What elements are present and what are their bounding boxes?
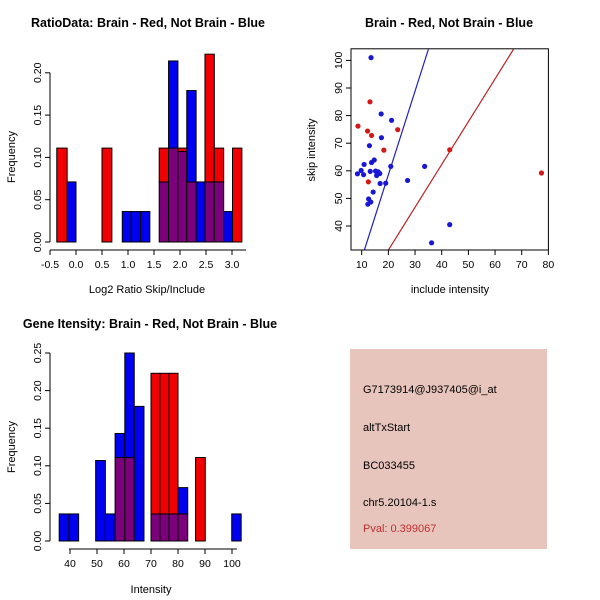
hist-bar-segment-blue bbox=[140, 212, 149, 242]
hist-bar-segment-purple bbox=[151, 514, 160, 541]
y-tick-label: 0.00 bbox=[32, 231, 44, 253]
x-tick-label: 100 bbox=[223, 558, 241, 570]
hist-bar-segment-blue bbox=[69, 514, 79, 541]
x-tick-label: 1.0 bbox=[120, 259, 136, 271]
scatter-point bbox=[381, 148, 386, 153]
x-tick-label: 60 bbox=[489, 259, 501, 271]
scatter-point bbox=[395, 127, 400, 132]
hist-bar-segment-blue bbox=[105, 514, 115, 541]
y-tick-label: 60 bbox=[333, 164, 345, 177]
scatter-point bbox=[365, 202, 370, 207]
y-tick-label: 0.05 bbox=[32, 189, 44, 210]
hist-bar-segment-purple bbox=[115, 458, 125, 541]
gene-histogram-panel bbox=[0, 300, 300, 600]
y-tick-label: 50 bbox=[333, 192, 345, 205]
ratio-histogram-panel bbox=[0, 0, 300, 300]
scatter-point bbox=[362, 162, 367, 167]
hist-bar-segment-blue bbox=[96, 461, 106, 541]
x-tick-label: 10 bbox=[355, 259, 368, 271]
scatter-point bbox=[388, 164, 393, 169]
hist-bar-segment-red bbox=[196, 458, 206, 541]
y-tick-label: 0.15 bbox=[32, 104, 44, 126]
hist-bar-segment-red bbox=[169, 373, 178, 514]
hist-bar-segment-blue bbox=[131, 212, 140, 242]
x-tick-label: 90 bbox=[199, 558, 211, 570]
y-tick-label: 90 bbox=[333, 82, 345, 94]
scatter-point bbox=[447, 147, 452, 152]
scatter-point bbox=[368, 55, 373, 60]
y-tick-label: 100 bbox=[333, 51, 345, 70]
y-axis-label: skip intensity bbox=[306, 118, 318, 182]
x-tick-label: 2.5 bbox=[198, 259, 214, 271]
hist-bar-segment-purple bbox=[125, 458, 134, 541]
hist-bar-segment-blue bbox=[122, 212, 131, 242]
hist-bar-segment-purple bbox=[159, 182, 168, 242]
hist-bar-segment-purple bbox=[169, 514, 178, 541]
x-tick-label: 30 bbox=[409, 259, 421, 271]
fit-line bbox=[364, 49, 428, 250]
scatter-point bbox=[366, 179, 371, 184]
y-tick-label: 0.25 bbox=[32, 342, 44, 364]
hist-bar-segment-purple bbox=[205, 182, 214, 242]
scatter-point bbox=[539, 170, 544, 175]
scatter-point bbox=[383, 181, 388, 186]
info-probe-id: G7173914@J937405@i_at bbox=[363, 384, 497, 396]
scatter-point bbox=[361, 172, 366, 177]
info-event-type: altTxStart bbox=[363, 422, 411, 434]
chart-title: Brain - Red, Not Brain - Blue bbox=[364, 16, 534, 30]
x-tick-label: 20 bbox=[382, 259, 395, 271]
hist-bar-segment-red bbox=[205, 54, 214, 182]
hist-bar-segment-blue bbox=[59, 514, 69, 541]
hist-bar-segment-red bbox=[214, 148, 223, 182]
scatter-point bbox=[367, 143, 372, 148]
x-tick-label: 0.0 bbox=[68, 259, 84, 271]
scatter-point bbox=[379, 111, 384, 116]
hist-bar-segment-red bbox=[151, 373, 160, 514]
y-tick-label: 0.00 bbox=[32, 530, 44, 552]
scatter-point bbox=[355, 171, 360, 176]
y-tick-label: 0.15 bbox=[32, 417, 44, 439]
x-tick-label: 40 bbox=[435, 259, 448, 271]
scatter-panel bbox=[300, 0, 600, 300]
hist-bar-segment-purple bbox=[160, 514, 169, 541]
x-tick-label: -0.5 bbox=[40, 259, 60, 271]
x-axis-label: include intensity bbox=[410, 284, 490, 296]
x-tick-label: 70 bbox=[145, 558, 157, 570]
hist-bar-segment-blue bbox=[125, 353, 134, 458]
chart-title: RatioData: Brain - Red, Not Brain - Blue bbox=[30, 16, 266, 30]
x-tick-label: 0.5 bbox=[94, 259, 110, 271]
hist-bar-segment-red bbox=[159, 148, 168, 182]
hist-bar-segment-blue bbox=[134, 406, 144, 541]
scatter-point bbox=[379, 135, 384, 140]
scatter-point bbox=[371, 189, 376, 194]
x-tick-label: 50 bbox=[91, 558, 103, 570]
hist-bar-segment-red bbox=[57, 148, 67, 242]
hist-bar-segment-blue bbox=[224, 212, 233, 242]
hist-bar-segment-purple bbox=[169, 148, 178, 242]
info-accession: BC033455 bbox=[363, 460, 415, 472]
scatter-point bbox=[368, 169, 373, 174]
hist-bar-segment-blue bbox=[67, 182, 76, 242]
scatter-point bbox=[429, 240, 434, 245]
y-tick-label: 0.10 bbox=[32, 455, 44, 477]
x-tick-label: 60 bbox=[118, 558, 130, 570]
x-tick-label: 3.0 bbox=[224, 259, 240, 271]
y-axis-label: Frequency bbox=[6, 131, 18, 183]
y-axis-label: Frequency bbox=[6, 421, 18, 473]
plot-area bbox=[32, 54, 246, 271]
hist-bar-segment-blue bbox=[232, 514, 241, 541]
hist-bar-segment-blue bbox=[187, 91, 196, 182]
y-tick-label: 0.05 bbox=[32, 493, 44, 514]
hist-bar-segment-blue bbox=[196, 182, 205, 242]
x-tick-label: 2.0 bbox=[172, 259, 188, 271]
info-panel bbox=[300, 300, 600, 600]
hist-bar-segment-red bbox=[233, 148, 242, 242]
hist-bar-segment-red bbox=[178, 148, 187, 151]
scatter-point bbox=[422, 164, 427, 169]
y-tick-label: 70 bbox=[333, 137, 345, 150]
scatter-point bbox=[378, 181, 383, 186]
scatter-point bbox=[355, 123, 360, 128]
scatter-canvas bbox=[300, 0, 600, 300]
hist-bar-segment-purple bbox=[178, 514, 188, 541]
hist-bar-segment-blue bbox=[169, 61, 178, 148]
probe-info-box bbox=[350, 349, 547, 549]
scatter-point bbox=[369, 160, 374, 165]
x-axis-label: Log2 Ratio Skip/Include bbox=[88, 284, 206, 296]
hist-bar-segment-purple bbox=[187, 182, 196, 242]
y-tick-label: 0.20 bbox=[32, 380, 44, 401]
scatter-point bbox=[374, 173, 379, 178]
scatter-point bbox=[447, 222, 452, 227]
scatter-point bbox=[389, 118, 394, 123]
x-tick-label: 40 bbox=[64, 558, 76, 570]
x-tick-label: 80 bbox=[172, 558, 184, 570]
x-axis-label: Intensity bbox=[130, 584, 172, 596]
y-tick-label: 0.20 bbox=[32, 62, 44, 84]
info-locus: chr5.20104-1.s bbox=[363, 497, 437, 509]
ratio-histogram-canvas bbox=[0, 0, 300, 300]
info-pvalue: Pval: 0.399067 bbox=[363, 523, 437, 535]
x-tick-label: 80 bbox=[542, 259, 555, 271]
chart-title: Gene Itensity: Brain - Red, Not Brain - Blue bbox=[22, 317, 278, 331]
scatter-point bbox=[405, 178, 410, 183]
plot-area bbox=[333, 49, 554, 271]
y-tick-label: 0.10 bbox=[32, 147, 44, 168]
gene-histogram-canvas bbox=[0, 300, 300, 600]
x-tick-label: 1.5 bbox=[146, 259, 162, 271]
hist-bar-segment-purple bbox=[178, 151, 187, 242]
hist-bar-segment-blue bbox=[115, 433, 125, 457]
x-tick-label: 50 bbox=[462, 259, 475, 271]
hist-bar-segment-red bbox=[102, 148, 112, 242]
scatter-point bbox=[367, 99, 372, 104]
x-tick-label: 70 bbox=[515, 259, 528, 271]
y-tick-label: 80 bbox=[333, 109, 345, 122]
hist-bar-segment-red bbox=[160, 373, 169, 514]
y-tick-label: 40 bbox=[333, 220, 345, 232]
scatter-point bbox=[369, 133, 374, 138]
hist-bar-segment-purple bbox=[214, 182, 223, 242]
hist-bar-segment-blue bbox=[178, 488, 188, 514]
plot-area bbox=[32, 343, 241, 570]
scatter-point bbox=[365, 128, 370, 133]
